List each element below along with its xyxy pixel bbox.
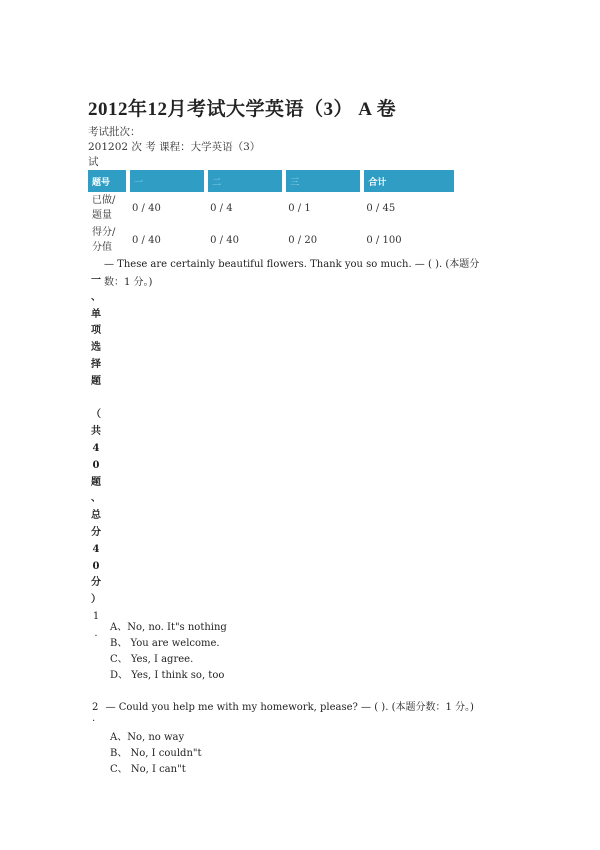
section-char: 择 [91,358,101,370]
header-part-2: 二 [206,170,284,192]
batch-tail: 试 [88,156,99,168]
section-char: . [94,627,98,639]
q2-option-b: B、 No, I couldn"t [110,748,202,759]
table-row [88,224,454,256]
section-char [90,391,102,408]
section-char: 分 [91,526,101,538]
q1-option-d: D、 Yes, I think so, too [110,670,225,681]
q2-option-c: C、 No, I can"t [110,764,186,775]
batch-value: 201202 次 考 课程：大学英语（3） [88,141,261,153]
question-2 [92,698,474,713]
section-char: 0 [92,560,100,572]
score-total: 0 / 100 [366,234,402,246]
question-2-dot: . [92,713,96,724]
q1-option-c: C、 Yes, I agree. [110,654,194,665]
q1-option-b: B、 You are welcome. [110,638,220,649]
score-part-1: 0 / 40 [132,234,161,246]
section-char: 、 [91,291,101,303]
row-label-done: 已做/题量 [92,195,116,221]
done-part-3: 0 / 1 [288,202,311,214]
q1-option-a: A、No, no. It"s nothing [110,622,227,633]
score-table [88,170,454,256]
section-char: ） [91,594,101,606]
done-part-1: 0 / 40 [132,202,161,214]
question-1-text-cont: 数：1 分。) [104,277,153,288]
row-label-score: 得分/分值 [92,227,116,253]
section-char: 、 [91,493,101,505]
done-part-2: 0 / 4 [210,202,233,214]
section-char: 选 [91,342,101,354]
section-char: （ [91,409,101,421]
question-1-text: — These are certainly beautiful flowers. Thank you so much. — ( ). (本题分 [104,259,480,270]
question-2-text: — Could you help me with my homework, please? — ( ). (本题分数：1 分。) [105,702,474,713]
q2-option-a: A、No, no way [110,732,185,743]
question-2-number: 2 [92,702,99,713]
header-part-1: 一 [128,170,206,192]
page-title: 2012年12月考试大学英语（3） A 卷 [88,99,397,120]
section-char: 一 [91,275,101,286]
table-row [88,192,454,224]
section-char: 0 [92,459,100,471]
header-question-no: 题号 [88,170,128,192]
section-char: 单 [91,308,101,320]
section-char: 项 [91,325,101,337]
section-char: 分 [91,577,101,589]
section-char: 1 [92,610,100,622]
batch-label: 考试批次： [88,126,141,138]
score-part-2: 0 / 40 [210,234,239,246]
section-char: 题 [91,375,101,387]
section-char: 共 [91,426,101,438]
section-char: 总 [91,510,101,522]
header-part-3: 三 [284,170,362,192]
section-char: 题 [91,476,101,488]
header-total: 合计 [362,170,454,192]
score-table-header [88,170,454,192]
done-total: 0 / 45 [366,202,396,214]
score-part-3: 0 / 20 [288,234,318,246]
section-heading-vertical [90,273,102,643]
section-char: 4 [92,543,100,555]
section-char: 4 [92,442,100,454]
